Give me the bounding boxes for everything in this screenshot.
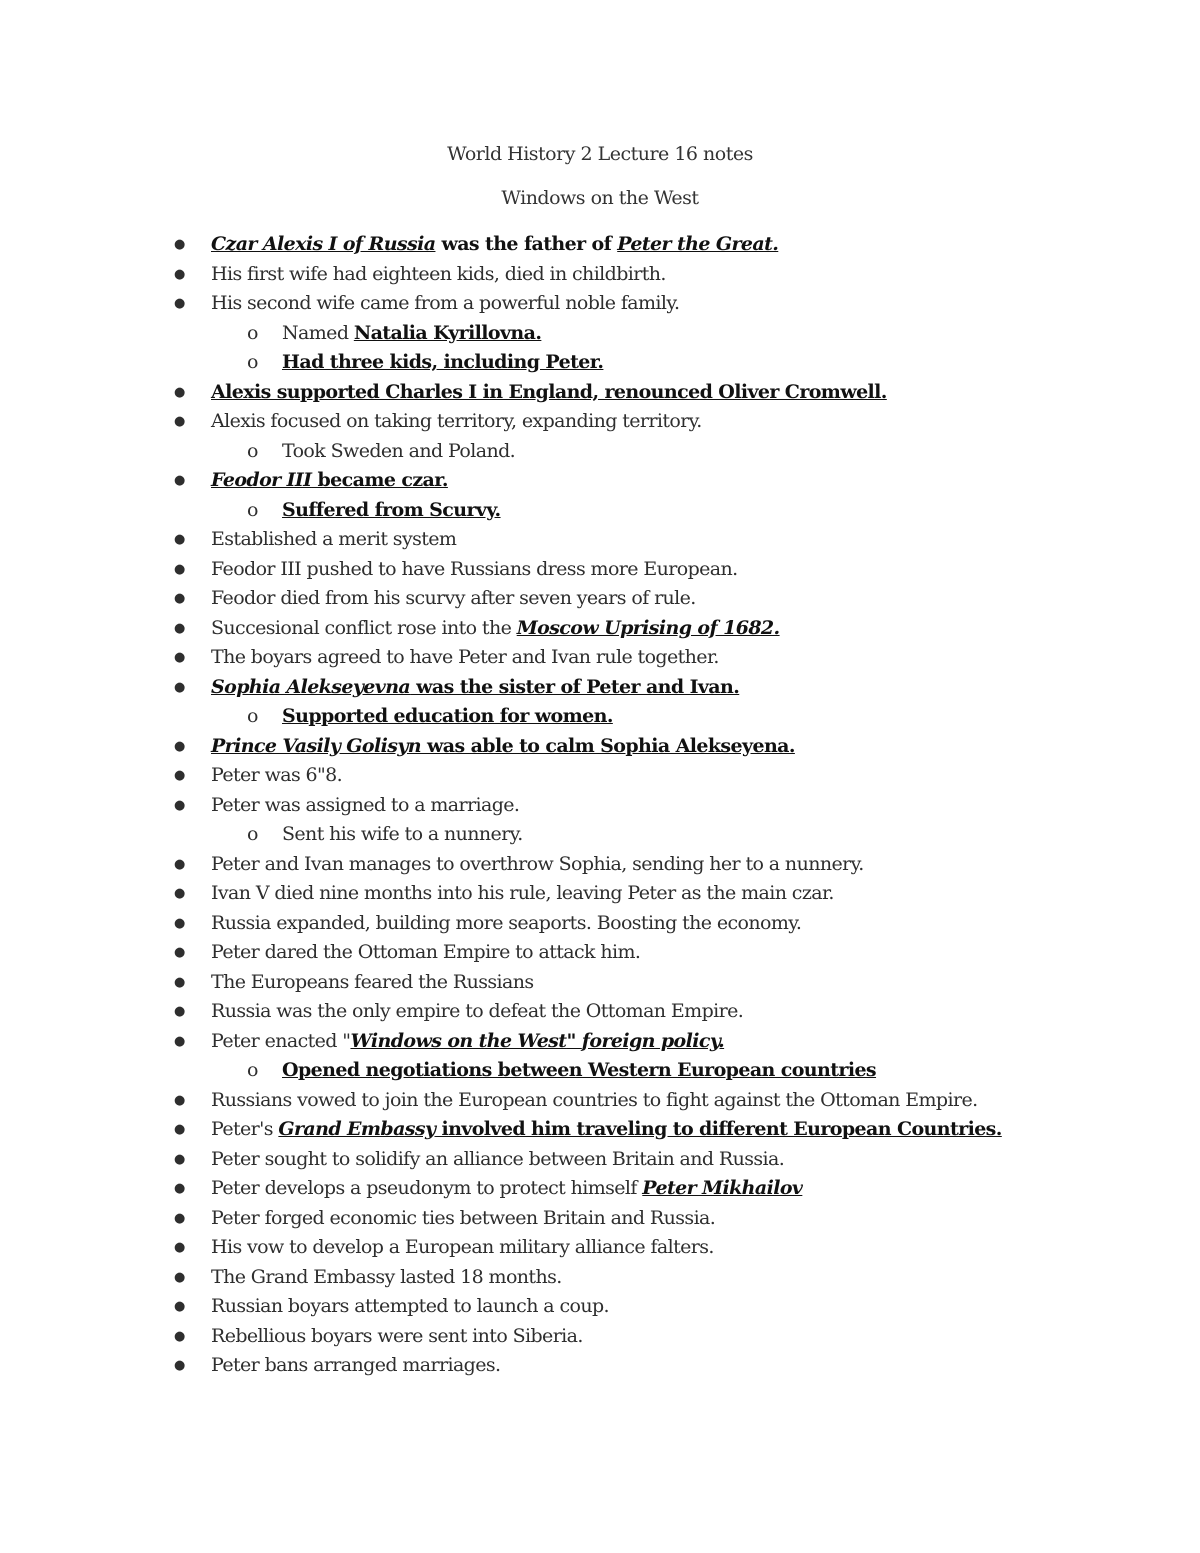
bullet-marker: ● [174, 797, 185, 813]
bullet-marker: ● [174, 591, 185, 606]
bullet-item [0, 584, 1200, 614]
sub-bullet-marker: o [247, 1059, 258, 1081]
bullet-marker: ● [174, 1122, 185, 1137]
bullet-item [0, 1233, 1200, 1263]
text-run: His vow to develop a European military alliance falters. [211, 1236, 714, 1258]
sub-bullet-item [0, 1056, 1200, 1086]
bullet-item [0, 997, 1200, 1027]
bullet-text [211, 614, 780, 644]
bullet-item [0, 1292, 1200, 1322]
bullet-text [282, 1056, 876, 1086]
bullet-item [0, 1351, 1200, 1381]
text-run: Rebellious boyars were sent into Siberia. [211, 1324, 583, 1347]
bullet-item [0, 1204, 1200, 1234]
bullet-marker: ● [174, 974, 185, 990]
text-run: Moscow Uprising of 1682. [516, 616, 780, 639]
text-run: became czar. [311, 469, 448, 491]
bullet-marker: ● [174, 1328, 185, 1344]
bullet-item [0, 968, 1200, 998]
text-run: Peter dared the Ottoman Empire to attack him. [211, 941, 641, 963]
sub-bullet-marker: o [247, 351, 258, 373]
bullet-text [211, 968, 534, 998]
bullet-marker: ● [174, 1269, 185, 1285]
bullet-text [211, 997, 743, 1027]
bullet-text [211, 1174, 802, 1204]
text-run: Sophia Alekseyevna [211, 675, 411, 698]
bullet-item [0, 525, 1200, 555]
text-run: Supported education for women. [282, 705, 613, 727]
bullet-text [211, 1027, 724, 1057]
text-run: Ivan V died nine months into his rule, leaving Peter as the main czar. [211, 882, 834, 904]
text-run: Succesional conflict rose into the [211, 616, 517, 639]
bullet-text [211, 673, 739, 703]
text-run: Suffered from Scurvy. [282, 498, 501, 521]
text-run: Feodor died from his scurvy after seven years of rule. [211, 587, 696, 609]
bullet-text [211, 525, 456, 555]
bullet-item [0, 230, 1200, 260]
text-run: Feodor III [211, 469, 312, 491]
text-run: The Grand Embassy lasted 18 months. [211, 1265, 562, 1288]
text-run: Sent his wife to a nunnery. [282, 823, 523, 845]
bullet-item [0, 732, 1200, 762]
bullet-text [211, 1263, 562, 1293]
text-run: Had three kids, including Peter. [282, 351, 604, 373]
text-run: Russia expanded, building more seaports. Boosting the economy. [211, 911, 802, 934]
bullet-text [211, 1086, 978, 1116]
bullet-marker: ● [174, 1181, 185, 1196]
text-run: Peter sought to solidify an alliance between Britain and Russia. [211, 1147, 785, 1170]
text-run: Peter Mikhailov [642, 1177, 803, 1199]
bullet-marker: ● [174, 650, 185, 665]
text-run: Peter bans arranged marriages. [211, 1354, 501, 1376]
text-run: Grand Embassy [278, 1118, 436, 1140]
bullet-text [211, 289, 679, 319]
bullet-marker: ● [174, 1033, 185, 1049]
bullet-text [211, 1145, 784, 1175]
bullet-text [211, 260, 666, 290]
bullet-item [0, 643, 1200, 673]
bullet-text [211, 761, 342, 791]
bullet-marker: ● [174, 532, 185, 547]
bullet-text [211, 407, 702, 437]
sub-bullet-item [0, 348, 1200, 378]
text-run: Peter was assigned to a marriage. [211, 793, 520, 816]
text-run: His first wife had eighteen kids, died in childbirth. [211, 262, 666, 285]
text-run: " [566, 1029, 582, 1052]
text-run: Peter's [211, 1118, 279, 1140]
bullet-text [282, 702, 613, 732]
text-run: was the sister of Peter and Ivan. [410, 675, 740, 698]
bullet-text [211, 643, 719, 673]
text-run: Took Sweden and Poland. [282, 439, 516, 462]
bullet-text [211, 378, 887, 408]
bullet-text [282, 496, 501, 526]
sub-bullet-marker: o [247, 498, 258, 521]
bullet-marker: ● [174, 1004, 185, 1019]
bullet-text [211, 1351, 500, 1381]
bullet-text [211, 938, 640, 968]
bullet-item [0, 909, 1200, 939]
bullet-marker: ● [174, 768, 185, 783]
bullet-text [282, 437, 515, 467]
text-run: Russians vowed to join the European countries to fight against the Ottoman Empire. [211, 1088, 978, 1111]
sub-bullet-marker: o [247, 439, 258, 462]
bullet-marker: ● [174, 1240, 185, 1255]
bullet-item [0, 1174, 1200, 1204]
bullet-marker: ● [174, 738, 185, 754]
text-run: was able to calm Sophia Alekseyena. [427, 734, 795, 757]
bullet-item [0, 289, 1200, 319]
bullet-marker: ● [174, 1092, 185, 1108]
text-run: Peter was 6"8. [211, 764, 343, 786]
bullet-item [0, 466, 1200, 496]
text-run: Russia was the only empire to defeat the Ottoman Empire. [211, 1000, 744, 1022]
sub-bullet-marker: o [247, 321, 258, 344]
sub-bullet-item [0, 319, 1200, 349]
bullet-marker: ● [174, 856, 185, 872]
document-subtitle: Windows on the West [501, 187, 699, 209]
sub-bullet-item [0, 496, 1200, 526]
bullet-marker: ● [174, 1210, 185, 1226]
bullet-item [0, 1263, 1200, 1293]
bullet-text [211, 1322, 583, 1352]
bullet-text [211, 466, 448, 496]
text-run: involved him traveling to different European Countries. [435, 1118, 1002, 1140]
bullet-item [0, 850, 1200, 880]
text-run: Alexis supported Charles I in England, renounced Oliver Cromwell. [211, 380, 887, 403]
bullet-text [211, 555, 738, 585]
bullet-text [211, 1292, 609, 1322]
bullet-item [0, 1027, 1200, 1057]
text-run: Peter enacted " [211, 1029, 351, 1052]
bullet-text [211, 1233, 714, 1263]
sub-bullet-marker: o [247, 705, 258, 727]
bullet-marker: ● [174, 561, 185, 577]
bullet-item [0, 260, 1200, 290]
bullet-text [211, 1204, 715, 1234]
bullet-item [0, 761, 1200, 791]
text-run: Feodor III pushed to have Russians dress more European. [211, 557, 738, 580]
bullet-item [0, 1115, 1200, 1145]
bullet-marker: ● [174, 296, 185, 311]
text-run: Windows on the West [350, 1029, 567, 1052]
bullet-marker: ● [174, 945, 185, 960]
bullet-marker: ● [174, 679, 185, 695]
bullet-text [211, 584, 696, 614]
text-run: Russian boyars attempted to launch a coup. [211, 1295, 609, 1317]
bullet-marker: ● [174, 620, 185, 636]
bullet-marker: ● [174, 414, 185, 429]
text-run: Peter and Ivan manages to overthrow Sophia, sending her to a nunnery. [211, 852, 864, 875]
bullet-text [211, 1115, 1002, 1145]
bullet-item [0, 1322, 1200, 1352]
text-run: was the father of [435, 233, 618, 255]
bullet-item [0, 673, 1200, 703]
text-run: Peter forged economic ties between Britain and Russia. [211, 1206, 716, 1229]
text-run: Named [282, 321, 354, 344]
document-title: World History 2 Lecture 16 notes [447, 143, 753, 165]
bullet-text [211, 732, 795, 762]
text-run: Established a merit system [211, 528, 457, 550]
text-run: Peter develops a pseudonym to protect himself [211, 1177, 643, 1199]
text-run: Natalia Kyrillovna. [353, 321, 542, 344]
text-run: Czar Alexis I of Russia [211, 233, 436, 255]
bullet-text [282, 319, 541, 349]
bullet-marker: ● [174, 886, 185, 901]
text-run: Opened negotiations between Western European countries [282, 1059, 877, 1081]
text-run: Peter the Great. [617, 233, 779, 255]
bullet-item [0, 378, 1200, 408]
bullet-text [211, 909, 801, 939]
sub-bullet-item [0, 702, 1200, 732]
bullet-text [211, 850, 864, 880]
bullet-item [0, 555, 1200, 585]
bullet-item [0, 791, 1200, 821]
text-run: The Europeans feared the Russians [211, 970, 534, 993]
bullet-marker: ● [174, 237, 185, 252]
bullet-marker: ● [174, 1358, 185, 1373]
sub-bullet-marker: o [247, 823, 258, 845]
bullet-text [282, 348, 603, 378]
notes-list [0, 230, 1200, 1381]
text-run: The boyars agreed to have Peter and Ivan rule together. [211, 646, 719, 668]
bullet-text [211, 230, 778, 260]
text-run: His second wife came from a powerful noble family. [211, 292, 680, 314]
bullet-text [282, 820, 523, 850]
bullet-marker: ● [174, 473, 185, 488]
bullet-item [0, 614, 1200, 644]
bullet-item [0, 938, 1200, 968]
bullet-item [0, 1086, 1200, 1116]
text-run: Prince Vasily Golisyn [211, 734, 427, 757]
bullet-text [211, 791, 519, 821]
bullet-marker: ● [174, 1151, 185, 1167]
bullet-item [0, 879, 1200, 909]
sub-bullet-item [0, 437, 1200, 467]
bullet-item [0, 407, 1200, 437]
bullet-marker: ● [174, 915, 185, 931]
bullet-text [211, 879, 834, 909]
sub-bullet-item [0, 820, 1200, 850]
bullet-marker: ● [174, 384, 185, 400]
bullet-item [0, 1145, 1200, 1175]
bullet-marker: ● [174, 266, 185, 282]
text-run: Alexis focused on taking territory, expanding territory. [211, 410, 702, 432]
bullet-marker: ● [174, 1299, 185, 1314]
text-run: foreign policy. [581, 1029, 725, 1052]
